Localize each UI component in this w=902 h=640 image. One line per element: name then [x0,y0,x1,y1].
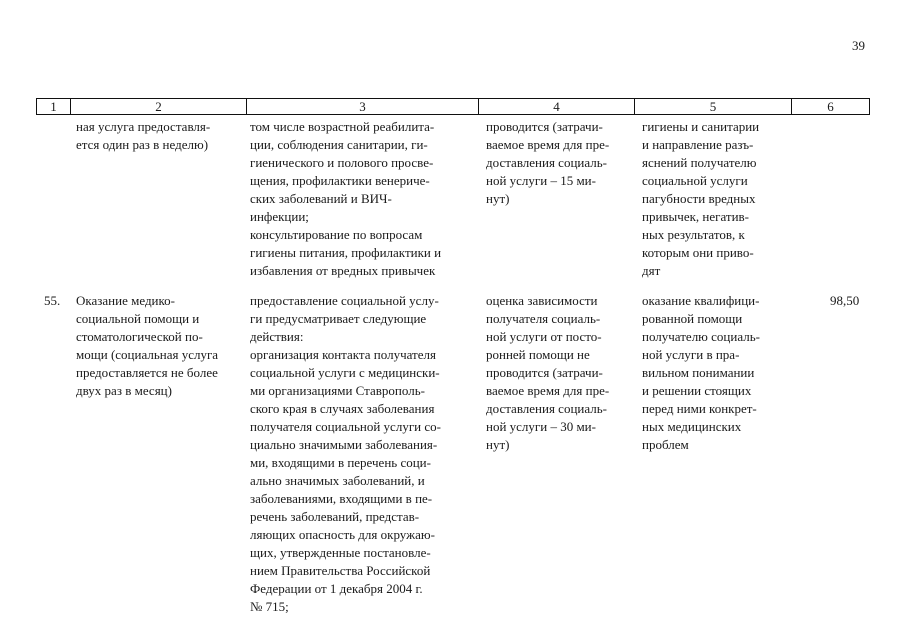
row-55-evaluation: оценка зависимости получателя социаль- ной услуги от посто- ронней помощи не проводится (затрачи- ваемое время для пре- доставления социаль- ной услуги – 30 ми- нут) [486,293,610,452]
header-col-3: 3 [247,99,479,114]
header-col-5: 5 [635,99,792,114]
continued-row-result: гигиены и санитарии и направление разъ- яснений получателю социальной услуги пагубности вредных привычек, негатив- ных результатов, к которым они приво- дят [642,119,760,278]
header-col-1: 1 [37,99,71,114]
header-col-2: 2 [71,99,247,114]
header-col-6: 6 [827,99,834,114]
table-header-row [36,98,870,115]
row-55-service: Оказание медико- социальной помощи и стоматологической по- мощи (социальная услуга предоставляется не более двух раз в месяц) [76,293,219,398]
header-col-4: 4 [479,99,635,114]
row-55-price: 98,50 [830,293,860,308]
continued-row-service: ная услуга предоставля- ется один раз в неделю) [76,119,211,152]
row-55-description: предоставление социальной услу- ги предусматривает следующие действия: организация контакта получателя социальной услуги с медицински- ми организациями Ставрополь- ского края в случаях заболевания получателя социальной услуги со- циально значимыми заболевания- ми, входящими в перечень соци- ально значимых заболеваний, и заболеваниями, входящими в пе- речень заболеваний, представ- ляющих опасность для окружаю- щих, утвержденные постановле- нием Правительства Российской Федерации от 1 декабря 2004 г. № 715; [250,293,441,614]
row-55-number: 55. [44,293,61,308]
row-55-result: оказание квалифици- рованной помощи получателю социаль- ной услуги в пра- вильном понимании и решении стоящих перед ними конкрет- ных медицинских проблем [642,293,760,452]
page-number: 39 [852,38,865,53]
continued-row-description: том числе возрастной реабилита- ции, соблюдения санитарии, ги- гиенического и полового просве- щения, профилактики венериче- ских заболеваний и ВИЧ- инфекции; консультирование по вопросам гигиены питания, профилактики и избавления от вредных привычек [250,119,442,278]
continued-row-evaluation: проводится (затрачи- ваемое время для пре- доставления социаль- ной услуги – 15 ми- нут) [486,119,610,206]
